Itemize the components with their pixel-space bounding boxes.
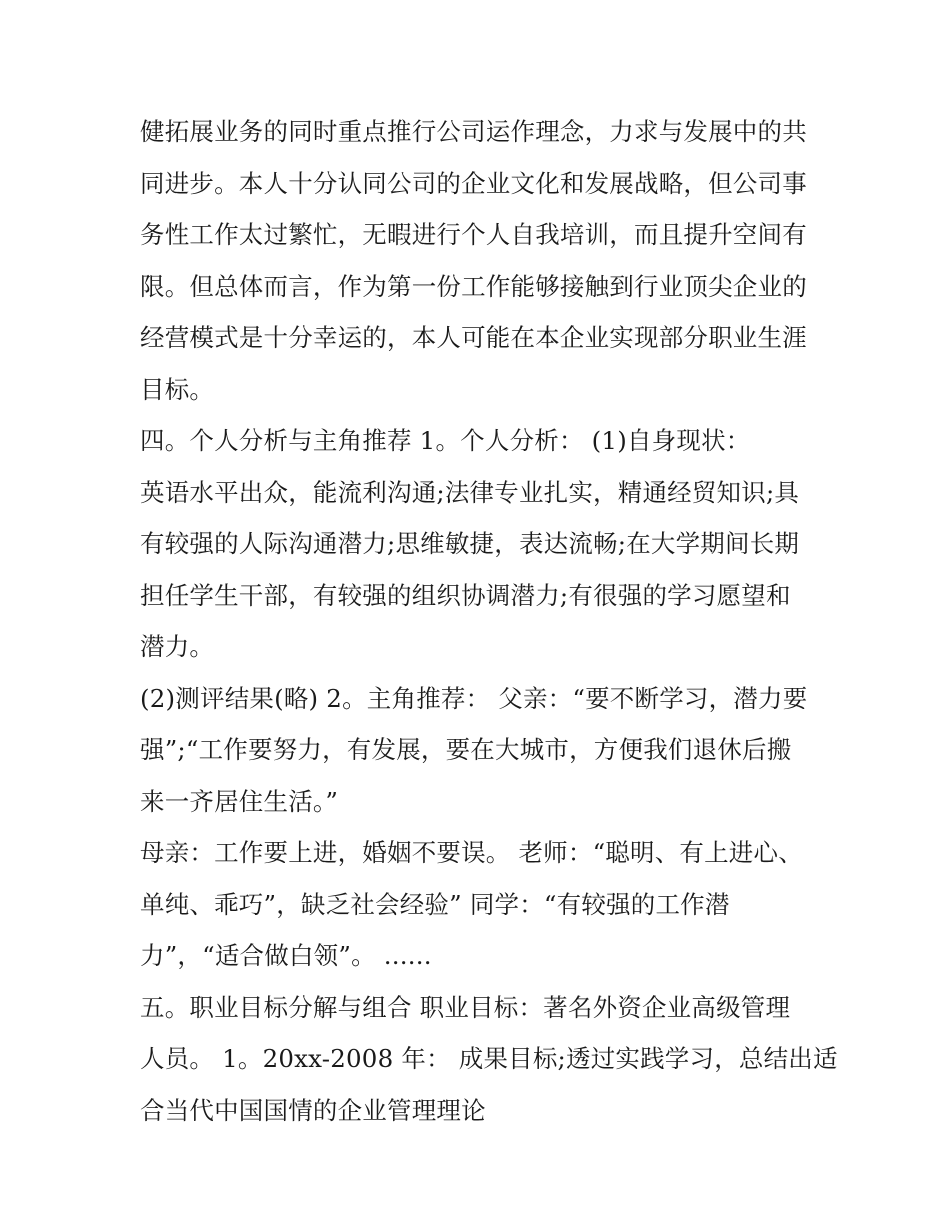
document-page: [140, 106, 838, 1136]
text-line: 务性工作太过繁忙，无暇进行个人自我培训，而且提升空间有: [140, 220, 807, 249]
text-line: 人员。 1。20xx-2008 年： 成果目标;透过实践学习，总结出适: [140, 1044, 838, 1073]
text-line: 强”;“工作要努力，有发展，要在大城市，方便我们退休后搬: [140, 735, 792, 764]
text-line: 目标。: [140, 374, 215, 404]
text-line: 英语水平出众，能流利沟通;法律专业扎实，精通经贸知识;具: [140, 477, 800, 507]
text-line: 限。但总体而言，作为第一份工作能够接触到行业顶尖企业的: [140, 271, 807, 301]
text-line: 力”，“适合做白领”。 ......: [140, 941, 432, 970]
text-line: 有较强的人际沟通潜力;思维敏捷，表达流畅;在大学期间长期: [140, 529, 800, 558]
section-heading-line: 四。个人分析与主角推荐 1。个人分析： (1)自身现状：: [140, 426, 751, 455]
text-line: 单纯、乖巧”，缺乏社会经验” 同学：“有较强的工作潜: [140, 889, 730, 919]
text-line: 担任学生干部，有较强的组织协调潜力;有很强的学习愿望和: [140, 580, 791, 610]
section-heading-line: 五。职业目标分解与组合 职业目标：著名外资企业高级管理: [140, 992, 791, 1022]
text-line: 潜力。: [140, 632, 215, 661]
text-line: 健拓展业务的同时重点推行公司运作理念，力求与发展中的共: [140, 117, 807, 146]
text-line: 经营模式是十分幸运的，本人可能在本企业实现部分职业生涯: [140, 323, 807, 352]
text-line: 同进步。本人十分认同公司的企业文化和发展战略，但公司事: [140, 168, 807, 198]
text-line: 来一齐居住生活。”: [140, 786, 339, 816]
text-line: 母亲：工作要上进，婚姻不要误。 老师：“聪明、有上进心、: [140, 838, 803, 867]
text-line: (2)测评结果(略) 2。主角推荐： 父亲：“要不断学习，潜力要: [140, 683, 808, 713]
text-line: 合当代中国国情的企业管理理论: [140, 1095, 486, 1125]
